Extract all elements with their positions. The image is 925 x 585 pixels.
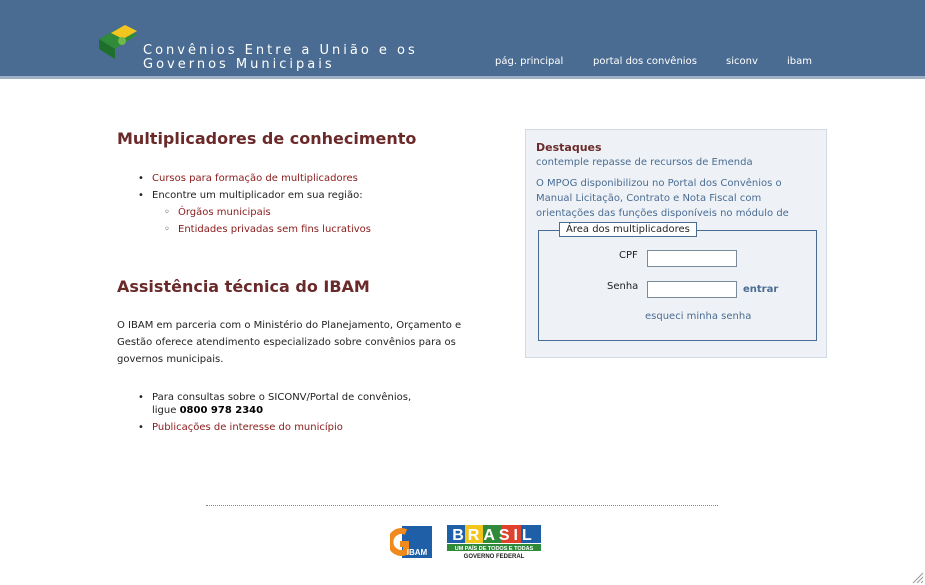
nav-link-siconv[interactable]: siconv	[726, 56, 758, 67]
nav-link-portal-convenios[interactable]: portal dos convênios	[593, 56, 697, 67]
senha-input[interactable]	[647, 281, 737, 298]
multiplicadores-heading: Multiplicadores de conhecimento	[117, 129, 417, 148]
top-nav	[0, 56, 925, 70]
senha-label: Senha	[607, 281, 639, 292]
brasil-governo-federal-logo-icon[interactable]	[447, 525, 541, 559]
destaques-title: Destaques	[536, 141, 602, 154]
brasil-slogan-text: UM PAÍS DE TODOS E TODAS	[454, 546, 534, 552]
ligue-text: ligue	[152, 405, 177, 416]
publicacoes-link[interactable]: Publicações de interesse do município	[152, 422, 343, 433]
list-item	[138, 170, 371, 187]
governo-federal-text: GOVERNO FEDERAL	[463, 554, 525, 559]
nav-link-pagina-principal[interactable]: pág. principal	[495, 56, 564, 67]
cpf-label: CPF	[619, 250, 638, 261]
destaques-line[interactable]: contemple repasse de recursos de Emenda	[536, 157, 753, 168]
entrar-button[interactable]: entrar	[743, 284, 779, 295]
entidades-privadas-link[interactable]: Entidades privadas sem fins lucrativos	[178, 224, 371, 235]
footer-divider	[206, 505, 718, 506]
destaques-panel	[525, 129, 827, 358]
multiplicadores-list	[138, 170, 371, 238]
login-legend: Área dos multiplicadores	[559, 222, 697, 237]
assistencia-list	[138, 391, 411, 434]
list-item	[164, 204, 371, 221]
encontre-text: Encontre um multiplicador em sua região:	[152, 190, 363, 201]
consultas-phone-line	[152, 404, 411, 417]
site-title-line-2: Governos Municipais	[143, 57, 335, 72]
orgaos-municipais-link[interactable]: Órgãos municipais	[178, 207, 271, 218]
list-item	[138, 391, 411, 417]
assistencia-paragraph: O IBAM em parceria com o Ministério do Planejamento, Orçamento e Gestão oferece atendimento especializado sobre convênios para os governos municipais.	[117, 320, 462, 365]
esqueci-senha-link[interactable]: esqueci minha senha	[645, 311, 752, 322]
phone-number: 0800 978 2340	[179, 405, 264, 416]
sub-list	[152, 204, 371, 238]
site-header	[0, 0, 925, 79]
list-item	[138, 187, 371, 238]
cpf-input[interactable]	[647, 250, 737, 267]
resize-grip-icon[interactable]	[911, 571, 924, 584]
consultas-text: • Para consultas sobre o SICONV/Portal de convênios,	[152, 392, 412, 403]
brasil-logo-text: BRASIL	[452, 527, 536, 544]
login-fieldset	[538, 224, 817, 341]
cursos-link[interactable]: Cursos para formação de multiplicadores	[152, 173, 358, 184]
destaques-paragraph[interactable]: O MPOG disponibilizou no Portal dos Convênios o Manual Licitação, Contrato e Nota Fiscal com orientações das funções disponíveis no módulo de	[536, 178, 789, 219]
nav-link-ibam[interactable]: ibam	[787, 56, 812, 67]
ibam-logo-icon[interactable]	[390, 526, 432, 558]
list-item	[138, 421, 411, 434]
ibam-logo-text: IBAM	[406, 548, 428, 557]
site-title-line-1: Convênios Entre a União e os	[143, 43, 418, 58]
list-item	[164, 221, 371, 238]
assistencia-heading: Assistência técnica do IBAM	[117, 277, 370, 296]
